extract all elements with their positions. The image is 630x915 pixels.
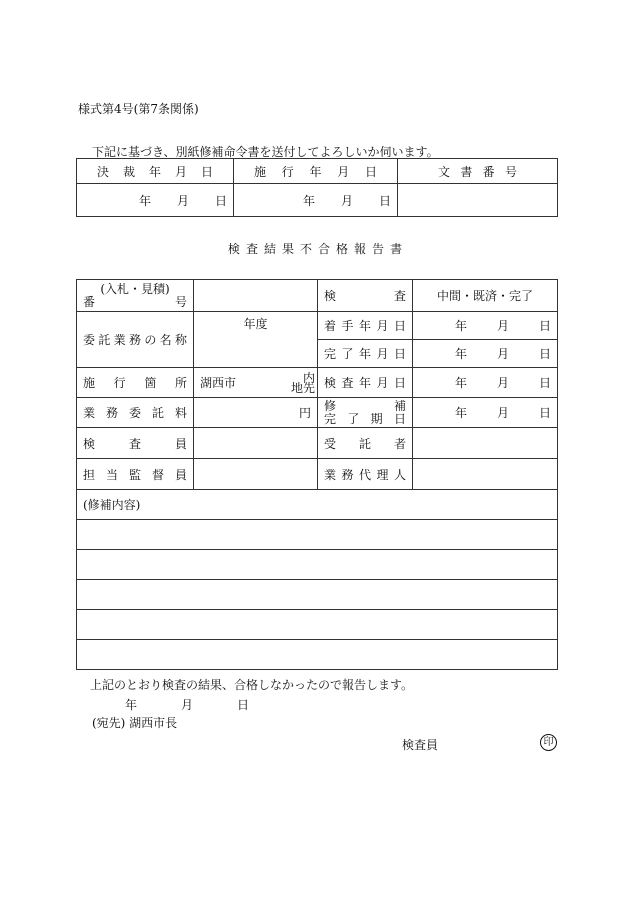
location-chisaki: 地先 xyxy=(290,381,315,395)
complete-date-field[interactable] xyxy=(413,340,558,368)
start-date-label xyxy=(318,312,413,340)
ymd-char: 日 xyxy=(538,376,551,390)
repair-contents-line[interactable] xyxy=(77,640,558,670)
docnum-header-char: 文 xyxy=(438,164,451,179)
fee-label xyxy=(77,398,194,428)
ymd-char: 日 xyxy=(538,347,551,361)
business-name-char: 名 xyxy=(159,333,172,347)
repair-contents-line[interactable] xyxy=(77,550,558,580)
start-date-char: 年 xyxy=(358,319,371,333)
start-date-char: 着 xyxy=(324,319,337,333)
supervisor-char: 当 xyxy=(105,467,118,482)
enforcement-header-char: 行 xyxy=(281,164,294,179)
repair-contents-line[interactable] xyxy=(77,520,558,550)
enforcement-date-header xyxy=(234,159,398,184)
repair-contents-line[interactable] xyxy=(77,610,558,640)
report-date[interactable]: 年 月 日 xyxy=(125,698,250,712)
ymd-char: 年 xyxy=(454,319,467,333)
inspector-label: 検 査 員 xyxy=(77,428,194,459)
fee-char: 務 xyxy=(105,406,118,420)
addressee: (宛先) 湖西市長 xyxy=(92,716,178,730)
title-char: 査 xyxy=(245,242,258,256)
fee-char: 業 xyxy=(83,406,96,420)
start-date-char: 月 xyxy=(376,319,389,333)
agent-label xyxy=(318,459,413,490)
fee-unit: 円 xyxy=(298,406,311,420)
enforcement-date-field[interactable]: 年 月 日 xyxy=(234,184,398,217)
ymd-char: 日 xyxy=(538,319,551,333)
bid-number-field[interactable] xyxy=(194,280,318,312)
ymd-char: 日 xyxy=(538,406,551,420)
complete-date-char: 了 xyxy=(341,347,354,361)
complete-date-char: 月 xyxy=(376,347,389,361)
business-name-char: 務 xyxy=(128,333,141,347)
location-char: 施 xyxy=(83,376,96,390)
complete-date-char: 日 xyxy=(393,347,406,361)
ymd-char: 月 xyxy=(496,406,509,420)
fiscal-year: 年度 xyxy=(243,317,268,331)
repair-deadline-label: 修 補 完 了 期 日 xyxy=(318,398,413,428)
repair-bottom-char: 完 xyxy=(324,411,337,426)
fee-field[interactable] xyxy=(194,398,318,428)
inspection-date-char: 日 xyxy=(393,376,406,390)
location-field[interactable] xyxy=(194,368,318,398)
inspection-date-char: 年 xyxy=(358,376,371,390)
enforcement-header-char: 月 xyxy=(337,164,350,179)
agent-char: 代 xyxy=(358,467,371,482)
document-number-field[interactable] xyxy=(398,184,558,217)
report-title xyxy=(0,240,630,257)
request-text: 下記に基づき、別紙修補命令書を送付してよろしいか伺います。 xyxy=(92,145,439,159)
fee-char: 委 xyxy=(128,406,141,420)
ymd-char: 年 xyxy=(454,376,467,390)
enforcement-header-char: 日 xyxy=(364,164,377,179)
enforcement-header-char: 年 xyxy=(309,164,322,179)
enforcement-header-char: 施 xyxy=(254,164,267,179)
report-statement: 上記のとおり検査の結果、合格しなかったので報告します。 xyxy=(90,678,414,692)
decision-header-char: 日 xyxy=(200,164,213,179)
business-name-char: の xyxy=(144,333,157,347)
ymd-char: 月 xyxy=(496,319,509,333)
supervisor-char: 監 xyxy=(128,467,141,482)
seal-mark: 印 xyxy=(540,734,557,751)
location-label xyxy=(77,368,194,398)
form-number: 様式第4号(第7条関係) xyxy=(78,102,199,116)
agent-char: 理 xyxy=(376,467,389,482)
supervisor-char: 担 xyxy=(83,467,96,482)
decision-header-char: 決 xyxy=(97,164,110,179)
location-char: 箇 xyxy=(144,376,157,390)
business-name-char: 称 xyxy=(174,333,187,347)
repair-bottom-char: 了 xyxy=(347,411,360,426)
agent-field[interactable] xyxy=(413,459,558,490)
inspector-field[interactable] xyxy=(194,428,318,459)
supervisor-field[interactable] xyxy=(194,459,318,490)
title-char: 合 xyxy=(318,242,331,256)
ymd-char: 年 xyxy=(454,406,467,420)
title-char: 果 xyxy=(281,242,294,256)
repair-bottom-char: 期 xyxy=(370,411,383,426)
title-char: 報 xyxy=(354,242,367,256)
contractor-label: 受 託 者 xyxy=(318,428,413,459)
document-number-header xyxy=(398,159,558,184)
inspection-date-char: 検 xyxy=(324,376,337,390)
business-name-char: 業 xyxy=(113,333,126,347)
title-char: 検 xyxy=(227,242,240,256)
start-date-field[interactable] xyxy=(413,312,558,340)
agent-char: 人 xyxy=(393,467,406,482)
decision-header-char: 月 xyxy=(174,164,187,179)
docnum-header-char: 番 xyxy=(482,164,495,179)
ymd-char: 月 xyxy=(496,376,509,390)
docnum-header-char: 号 xyxy=(504,164,517,179)
inspector-signature-label: 検査員 xyxy=(402,738,439,752)
location-city: 湖西市 xyxy=(200,376,237,390)
decision-date-field[interactable]: 年 月 日 xyxy=(77,184,234,217)
repair-contents-label: (修補内容) xyxy=(77,490,558,520)
title-char: 格 xyxy=(336,242,349,256)
business-name-char: 委 xyxy=(83,333,96,347)
fee-char: 料 xyxy=(174,406,187,420)
title-char: 告 xyxy=(372,242,385,256)
decision-header-char: 裁 xyxy=(122,164,135,179)
business-name-field[interactable] xyxy=(194,312,318,368)
inspection-date-char: 月 xyxy=(376,376,389,390)
decision-header-char: 年 xyxy=(148,164,161,179)
location-uchi: 内 xyxy=(302,371,315,385)
supervisor-char: 員 xyxy=(174,467,187,482)
title-char: 不 xyxy=(299,242,312,256)
repair-bottom-char: 日 xyxy=(393,411,406,426)
agent-char: 業 xyxy=(324,467,337,482)
inspection-type-field[interactable]: 中間・既済・完了 xyxy=(413,280,558,312)
approval-table xyxy=(76,158,558,217)
title-char: 書 xyxy=(390,242,403,256)
location-char: 所 xyxy=(174,376,187,390)
complete-date-char: 年 xyxy=(358,347,371,361)
contractor-field[interactable] xyxy=(413,428,558,459)
title-char: 結 xyxy=(263,242,276,256)
repair-deadline-field[interactable] xyxy=(413,398,558,428)
report-table xyxy=(76,279,558,670)
supervisor-char: 督 xyxy=(151,467,164,482)
docnum-header-char: 書 xyxy=(460,164,473,179)
location-char: 行 xyxy=(113,376,126,390)
start-date-char: 手 xyxy=(341,319,354,333)
inspection-date-label xyxy=(318,368,413,398)
business-name-char: 託 xyxy=(98,333,111,347)
business-name-label xyxy=(77,312,194,368)
complete-date-label xyxy=(318,340,413,368)
fee-char: 託 xyxy=(151,406,164,420)
inspection-date-field[interactable] xyxy=(413,368,558,398)
inspection-date-char: 査 xyxy=(341,376,354,390)
agent-char: 務 xyxy=(341,467,354,482)
bid-number-label: (入札・見積) 番 号 xyxy=(77,280,194,312)
ymd-char: 月 xyxy=(496,347,509,361)
repair-contents-line[interactable] xyxy=(77,580,558,610)
complete-date-char: 完 xyxy=(324,347,337,361)
inspection-label: 検 査 xyxy=(318,280,413,312)
decision-date-header xyxy=(77,159,234,184)
start-date-char: 日 xyxy=(393,319,406,333)
supervisor-label xyxy=(77,459,194,490)
ymd-char: 年 xyxy=(454,347,467,361)
